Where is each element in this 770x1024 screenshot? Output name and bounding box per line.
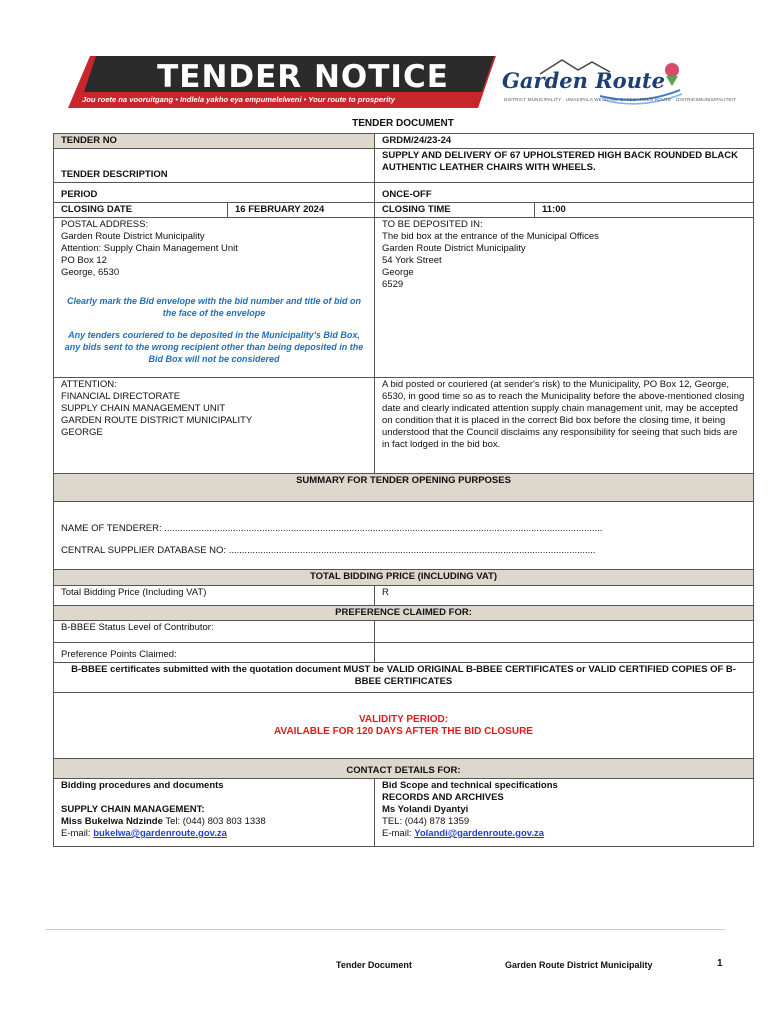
contact-left-name: Miss Bukelwa Ndzinde [61, 816, 163, 827]
bbbee-level-value [375, 621, 754, 643]
attention-line: GEORGE [61, 427, 103, 438]
logo-tagline: DISTRICT MUNICIPALITY · UMASIPALA WESITHILI SASEGARDEN ROUTE · DISTRIKSMUNISIPALITEIT [504, 97, 737, 102]
summary-fields [54, 502, 754, 570]
tenderer-name-field: NAME OF TENDERER: ...................................................................................................................................................................... [61, 523, 603, 534]
tender-no-value: GRDM/24/23-24 [375, 134, 754, 149]
footer-divider [45, 929, 725, 930]
postal-line: Attention: Supply Chain Management Unit [61, 243, 238, 254]
contact-left-email-label: E-mail: [61, 828, 94, 839]
bbbee-level-label: B-BBEE Status Level of Contributor: [54, 621, 375, 643]
postal-line: Garden Route District Municipality [61, 231, 205, 242]
csd-number-field: CENTRAL SUPPLIER DATABASE NO: ........................................................................................................................................... [61, 545, 596, 556]
tender-table [53, 133, 754, 847]
attention-line: FINANCIAL DIRECTORATE [61, 391, 181, 402]
validity-title: VALIDITY PERIOD: [358, 713, 449, 725]
contact-scope-cell [375, 779, 754, 847]
tender-description-label: TENDER DESCRIPTION [54, 149, 375, 183]
preference-points-label: Preference Points Claimed: [54, 643, 375, 663]
closing-date-label: CLOSING DATE [54, 203, 228, 218]
deposit-line: 54 York Street [382, 255, 442, 266]
preference-heading: PREFERENCE CLAIMED FOR: [54, 606, 754, 621]
banner-title: TENDER NOTICE [157, 59, 449, 95]
validity-cell [54, 693, 754, 759]
attention-line: GARDEN ROUTE DISTRICT MUNICIPALITY [61, 415, 253, 426]
footer-organisation: Garden Route District Municipality [505, 960, 653, 970]
footer-document-name: Tender Document [336, 960, 412, 970]
tender-description-value: SUPPLY AND DELIVERY OF 67 UPHOLSTERED HIGH BACK ROUNDED BLACK AUTHENTIC LEATHER CHAIRS WITH WHEELS. [375, 149, 754, 183]
contact-left-email-link[interactable]: bukelwa@gardenroute.gov.za [93, 828, 227, 839]
validity-duration: AVAILABLE FOR 120 DAYS AFTER THE BID CLOSURE [274, 725, 533, 737]
contact-heading: CONTACT DETAILS FOR: [54, 759, 754, 779]
contact-left-tel: Tel: (044) 803 803 1338 [162, 816, 266, 827]
attention-line: SUPPLY CHAIN MANAGEMENT UNIT [61, 403, 226, 414]
contact-right-heading: Bid Scope and technical specifications [382, 780, 558, 791]
closing-date-value: 16 FEBRUARY 2024 [228, 203, 375, 218]
contact-right-tel: TEL: (044) 878 1359 [382, 816, 470, 827]
price-label: Total Bidding Price (Including VAT) [54, 586, 375, 606]
certificates-note: B-BBEE certificates submitted with the quotation document MUST be VALID ORIGINAL B-BBEE CERTIFICATES or VALID CERTIFIED COPIES OF B-BBEE CERTIFICATES [54, 663, 754, 693]
contact-right-email-label: E-mail: [382, 828, 415, 839]
contact-bidding-cell [54, 779, 375, 847]
page-number: 1 [717, 958, 723, 969]
courier-note: Any tenders couriered to be deposited in the Municipality's Bid Box, any bids sent to the wrong recipient other than being deposited in the Bid Box will not be considered [64, 330, 364, 364]
tender-no-label: TENDER NO [54, 134, 375, 149]
deposit-line: Garden Route District Municipality [382, 243, 526, 254]
banner-tagline: Jou roete na vooruitgang • Indlela yakho eya empumelelweni • Your route to prosperity [82, 95, 395, 104]
closing-time-label: CLOSING TIME [375, 203, 535, 218]
envelope-marking-note: Clearly mark the Bid envelope with the bid number and title of bid on the face of the envelope [66, 296, 362, 318]
document-title: TENDER DOCUMENT [352, 118, 454, 129]
postal-line: PO Box 12 [61, 255, 107, 266]
price-currency: R [375, 586, 754, 606]
summary-heading: SUMMARY FOR TENDER OPENING PURPOSES [54, 474, 754, 502]
contact-right-dept: RECORDS AND ARCHIVES [382, 792, 504, 803]
closing-time-value: 11:00 [535, 203, 754, 218]
deposit-line: 6529 [382, 279, 404, 290]
price-heading: TOTAL BIDDING PRICE (INCLUDING VAT) [54, 570, 754, 586]
period-label: PERIOD [54, 183, 375, 203]
contact-right-name: Ms Yolandi Dyantyi [382, 804, 469, 815]
deposit-line: The bid box at the entrance of the Municipal Offices [382, 231, 599, 242]
attention-line: ATTENTION: [61, 379, 117, 390]
garden-route-logo [500, 56, 737, 110]
deposit-cell [375, 218, 754, 378]
logo-name: Garden Route [502, 68, 666, 93]
deposit-line: TO BE DEPOSITED IN: [382, 219, 483, 230]
postal-line: George, 6530 [61, 267, 120, 278]
tender-document [53, 118, 753, 847]
contact-left-dept: SUPPLY CHAIN MANAGEMENT: [61, 804, 205, 815]
deposit-line: George [382, 267, 414, 278]
preference-points-value [375, 643, 754, 663]
tender-notice-banner [68, 56, 498, 108]
postal-address-cell [54, 218, 375, 378]
period-value: ONCE-OFF [375, 183, 754, 203]
attention-cell [54, 378, 375, 474]
contact-right-email-link[interactable]: Yolandi@gardenroute.gov.za [414, 828, 545, 839]
postal-line: POSTAL ADDRESS: [61, 219, 149, 230]
contact-left-heading: Bidding procedures and documents [61, 780, 224, 791]
disclaimer-text: A bid posted or couriered (at sender's risk) to the Municipality, PO Box 12, George, 6530, in good time so as to reach the Municipality before the above-mentioned closing date and clearly indicated attention supply chain management unit, may be accepted on condition that it is placed in the correct Bid box before the closing time, it being understood that the Council disclaims any responsibility for seeing that such bids are in fact lodged in the bid box. [375, 378, 754, 474]
